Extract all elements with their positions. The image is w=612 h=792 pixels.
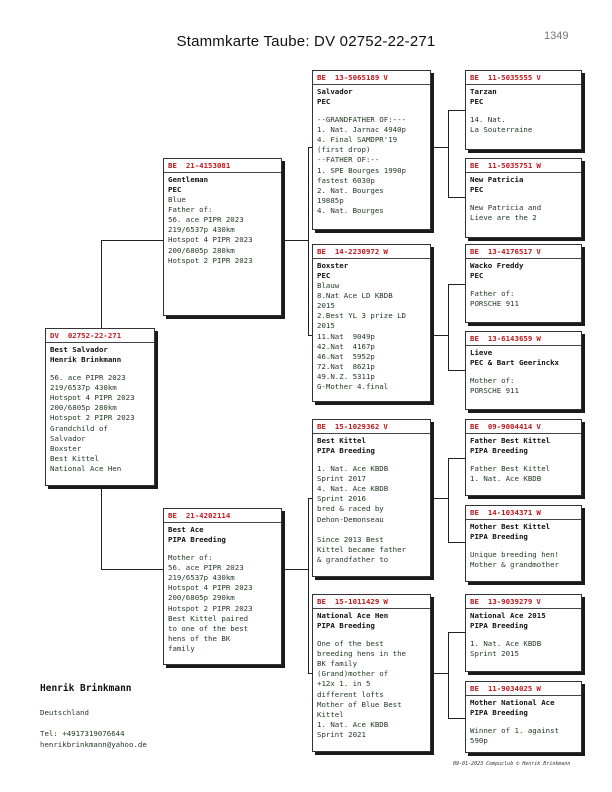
sex-code: W (536, 508, 541, 517)
connector-line (101, 240, 165, 241)
ring-number: 14-1034371 (487, 508, 533, 517)
connector-line (448, 284, 449, 370)
breeder: Henrik Brinkmann (50, 355, 122, 365)
owner-phone: Tel: +4917319076644 (40, 729, 125, 738)
breeder: PEC (470, 97, 484, 107)
ring-number: 11-9034025 (487, 684, 533, 693)
ring-prefix: BE (470, 508, 479, 517)
pigeon-name: Best Salvador (50, 345, 108, 355)
pigeon-notes: 56. ace PIPR 2023 219/6537p 430km Hotspot 4 PIPR 2023 200/6805p 280km Hotspot 2 PIPR 2023 Grandchild of Salvador Boxster Best Kittel National Ace Hen (50, 373, 135, 473)
pigeon-name: Tarzan (470, 87, 497, 97)
color: Blue (168, 195, 186, 205)
sex-code: V (536, 422, 541, 431)
sex-code: W (536, 334, 541, 343)
divider (466, 519, 581, 520)
ring-header (168, 161, 277, 171)
ring-number: 15-1029362 (334, 422, 380, 431)
connector-line (308, 498, 309, 673)
pigeon-name: Mother National Ace (470, 698, 555, 708)
pigeon-name: Father Best Kittel (470, 436, 551, 446)
ring-number: 09-9004414 (487, 422, 533, 431)
page-number: 1349 (544, 30, 569, 42)
connector-line (448, 197, 465, 198)
connector-line (448, 542, 465, 543)
pigeon-card-father[interactable] (163, 158, 282, 316)
ring-prefix: BE (317, 597, 326, 606)
breeder: PIPA Breeding (470, 532, 528, 542)
pigeon-card-mm[interactable] (312, 594, 431, 752)
pigeon-card-mfm[interactable] (465, 505, 582, 582)
sex-code: V (536, 247, 541, 256)
ring-prefix: BE (470, 161, 479, 170)
breeder: PEC & Bart Geerinckx (470, 358, 559, 368)
owner-name: Henrik Brinkmann (40, 683, 132, 694)
divider (466, 258, 581, 259)
ring-header (470, 597, 577, 607)
ring-prefix: BE (168, 511, 177, 520)
connector-line (308, 147, 309, 335)
divider (164, 522, 281, 523)
pigeon-notes: One of the best breeding hens in the BK family (Grand)mother of +12x 1. in 5 different lofts Mother of Blue Best Kittel 1. Nat. Ace KBDB Sprint 2021 (317, 639, 406, 739)
pigeon-name: Mother Best Kittel (470, 522, 551, 532)
ring-prefix: BE (317, 422, 326, 431)
pigeon-name: Wacko Freddy (470, 261, 524, 271)
ring-number: 13-9039279 (487, 597, 533, 606)
ring-header (470, 247, 577, 257)
pigeon-card-mmm[interactable] (465, 681, 582, 753)
ring-number: 13-5065189 (334, 73, 380, 82)
pigeon-notes: New Patricia and Lieve are the 2 (470, 203, 542, 223)
connector-line (431, 335, 448, 336)
footer-credit: 09-01-2023 Compuclub © Henrik Brinkmann (453, 761, 571, 767)
ring-number: 13-4176517 (487, 247, 533, 256)
connector-line (282, 569, 308, 570)
ring-number: 21-4202114 (185, 511, 231, 520)
ring-header (470, 161, 577, 171)
ring-number: 11-5035555 (487, 73, 533, 82)
ring-prefix: BE (470, 73, 479, 82)
sex-code: V (536, 73, 541, 82)
pigeon-notes: Father of: PORSCHE 911 (470, 289, 519, 309)
divider (313, 84, 430, 85)
ring-header (317, 422, 426, 432)
pigeon-notes: Mother of: 56. ace PIPR 2023 219/6537p 430km Hotspot 4 PIPR 2023 200/6805p 290km Hotspot 2 PIPR 2023 Best Kittel paired to one of the best hens of the BK family (168, 553, 253, 653)
connector-line (448, 284, 465, 285)
sex-code: W (383, 247, 388, 256)
sex-code: V (383, 422, 388, 431)
pigeon-name: New Patricia (470, 175, 524, 185)
pigeon-name: Best Ace (168, 525, 204, 535)
ring-header (317, 73, 426, 83)
connector-line (448, 370, 465, 371)
pigeon-notes: 8.Nat Ace LD KBDB 2015 2.Best YL 3 prize LD 2015 11.Nat 9049p 42.Nat 4167p 46.Nat 5952p 72.Nat 8621p 49.N.Z. 5311p G-Mother 4.final (317, 291, 406, 391)
connector-line (448, 632, 465, 633)
breeder: PIPA Breeding (470, 446, 528, 456)
connector-line (448, 110, 449, 197)
ring-header (470, 334, 577, 344)
ring-header (470, 422, 577, 432)
pigeon-notes: --GRANDFATHER OF:--- 1. Nat. Jarnac 4940p 4. Final SAMDPR'19 (first drop) --FATHER OF:-- 1. SPE Bourges 1990p fastest 6030p 2. Nat. Bourges 19885p 4. Nat. Bourges (317, 115, 406, 215)
breeder: PEC (317, 271, 331, 281)
divider (466, 172, 581, 173)
ring-prefix: BE (470, 247, 479, 256)
ring-prefix: BE (470, 334, 479, 343)
divider (466, 695, 581, 696)
divider (313, 608, 430, 609)
connector-line (431, 673, 448, 674)
sex-code: W (536, 161, 541, 170)
pigeon-name: National Ace Hen (317, 611, 389, 621)
breeder: PEC (168, 185, 182, 195)
breeder: PIPA Breeding (470, 708, 528, 718)
divider (466, 433, 581, 434)
pigeon-card-fmf[interactable] (465, 244, 582, 323)
connector-line (101, 569, 165, 570)
sex-code: V (536, 597, 541, 606)
connector-line (448, 110, 465, 111)
divider (466, 84, 581, 85)
pigeon-card-ff[interactable] (312, 70, 431, 230)
ring-prefix: DV (50, 331, 59, 340)
pigeon-notes: Mother of: PORSCHE 911 (470, 376, 519, 396)
pigeon-notes: 1. Nat. Ace KBDB Sprint 2017 4. Nat. Ace KBDB Sprint 2016 bred & raced by Dehon-Demonseau Since 2013 Best Kittel became father & grandfather to (317, 464, 406, 564)
connector-line (448, 632, 449, 718)
pigeon-name: Boxster (317, 261, 349, 271)
divider (466, 345, 581, 346)
sex-code: W (536, 684, 541, 693)
ring-number: 15-1011429 (334, 597, 380, 606)
pigeon-card-mf[interactable] (312, 419, 431, 577)
ring-prefix: BE (317, 73, 326, 82)
sex-code: W (383, 597, 388, 606)
connector-line (431, 498, 448, 499)
pigeon-card-mmf[interactable] (465, 594, 582, 672)
breeder: PIPA Breeding (470, 621, 528, 631)
pigeon-card-subject[interactable] (45, 328, 155, 486)
ring-number: 14-2230972 (334, 247, 380, 256)
pigeon-name: Salvador (317, 87, 353, 97)
ring-header (470, 73, 577, 83)
divider (164, 172, 281, 173)
pigeon-card-fmm[interactable] (465, 331, 582, 410)
breeder: PIPA Breeding (317, 446, 375, 456)
pigeon-notes: 1. Nat. Ace KBDB Sprint 2015 (470, 639, 542, 659)
ring-number: 02752-22-271 (67, 331, 122, 340)
pigeon-card-mff[interactable] (465, 419, 582, 496)
pigeon-name: Best Kittel (317, 436, 366, 446)
pigeon-notes: Father of: 56. ace PIPR 2023 219/6537p 430km Hotspot 4 PIPR 2023 200/6805p 280km Hotspot 2 PIPR 2023 (168, 205, 253, 265)
breeder: PEC (470, 185, 484, 195)
divider (46, 342, 154, 343)
pigeon-card-ffm[interactable] (465, 158, 582, 238)
ring-prefix: BE (470, 422, 479, 431)
breeder: PIPA Breeding (317, 621, 375, 631)
ring-prefix: BE (470, 597, 479, 606)
ring-header (317, 597, 426, 607)
ring-header (168, 511, 277, 521)
ring-prefix: BE (317, 247, 326, 256)
owner-email[interactable]: henrikbrinkmann@yahoo.de (40, 740, 147, 749)
connector-line (101, 486, 102, 569)
color: Blauw (317, 281, 340, 291)
connector-line (448, 458, 449, 542)
page-title: Stammkarte Taube: DV 02752-22-271 (176, 33, 436, 50)
ring-number: 21-4153081 (185, 161, 231, 170)
connector-line (448, 458, 465, 459)
ring-header (317, 247, 426, 257)
pigeon-notes: Unique breeding hen! Mother & grandmother (470, 550, 559, 570)
sex-code: V (383, 73, 388, 82)
ring-number: 13-6143659 (487, 334, 533, 343)
divider (313, 433, 430, 434)
pigeon-notes: 14. Nat. La Souterraine (470, 115, 533, 135)
ring-prefix: BE (168, 161, 177, 170)
ring-prefix: BE (470, 684, 479, 693)
divider (466, 608, 581, 609)
pigeon-card-mother[interactable] (163, 508, 282, 665)
owner-country: Deutschland (40, 708, 89, 717)
pigeon-name: National Ace 2015 (470, 611, 546, 621)
ring-header (470, 684, 577, 694)
breeder: PEC (470, 271, 484, 281)
breeder: PEC (317, 97, 331, 107)
divider (313, 258, 430, 259)
pigeon-notes: Father Best Kittel 1. Nat. Ace KBDB (470, 464, 551, 484)
breeder: PIPA Breeding (168, 535, 226, 545)
connector-line (101, 240, 102, 330)
pigeon-card-fff[interactable] (465, 70, 582, 150)
ring-header (470, 508, 577, 518)
pigeon-name: Gentleman (168, 175, 209, 185)
connector-line (448, 718, 465, 719)
connector-line (431, 147, 448, 148)
pigeon-card-fm[interactable] (312, 244, 431, 402)
pigeon-name: Lieve (470, 348, 493, 358)
ring-number: 11-5035751 (487, 161, 533, 170)
connector-line (282, 240, 308, 241)
pigeon-notes: Winner of 1. against 590p (470, 726, 559, 746)
ring-header (50, 331, 150, 341)
